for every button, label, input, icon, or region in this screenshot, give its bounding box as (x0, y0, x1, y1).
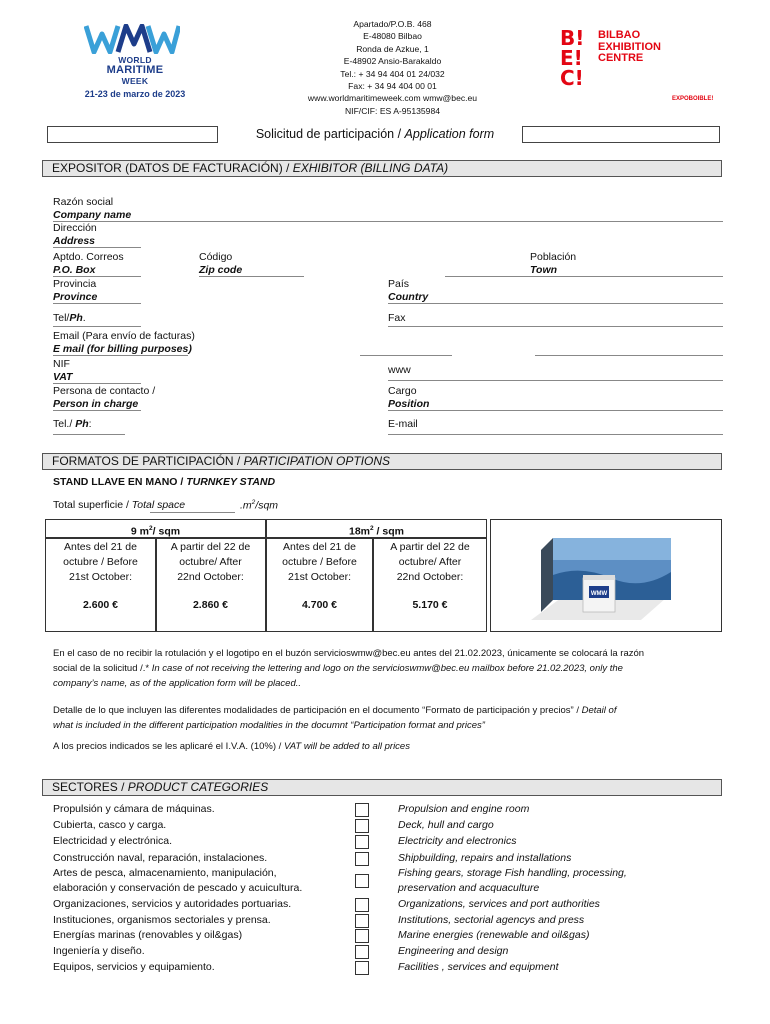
before-deadline-18: Antes del 21 de octubre / Before 21st October: (282, 541, 357, 583)
billing-email-input[interactable] (53, 355, 188, 356)
reference-box-right[interactable] (522, 126, 720, 143)
total-space-label: Total superficie / Total space (53, 499, 186, 511)
sector-item: elaboración y conservación de pescado y acuicultura. (53, 882, 303, 894)
sector-item: Equipos, servicios y equipamiento. (53, 961, 215, 973)
price-9-after: 2.860 € (192, 599, 229, 611)
country-label-en: Country (388, 291, 429, 303)
reference-box-left[interactable] (47, 126, 218, 143)
price-table (45, 519, 487, 632)
sector-checkbox[interactable] (355, 874, 369, 888)
position-input[interactable] (388, 410, 723, 411)
sector-checkbox[interactable] (355, 803, 369, 817)
sector-item: Electricidad y electrónica. (53, 835, 173, 847)
wmw-letters-logo (84, 24, 180, 54)
participation-section-header: FORMATOS DE PARTICIPACIÓN / PARTICIPATION OPTIONS (42, 453, 722, 470)
sector-item-en: Organizations, services and port authorities (398, 898, 600, 910)
sector-item-en: Shipbuilding, repairs and installations (398, 852, 572, 864)
position-label: Cargo (388, 385, 417, 397)
expobible-logo: EXPOBOIBLE! (672, 96, 714, 102)
sector-item: Ingeniería y diseño. (53, 945, 145, 957)
tel-label: Tel/Ph. (53, 312, 86, 324)
sector-item: Cubierta, casco y carga. (53, 819, 167, 831)
sector-item-en: preservation and acquaculture (398, 882, 540, 894)
sector-item: Artes de pesca, almacenamiento, manipulación, (53, 867, 277, 879)
exhibitor-section-header: EXPOSITOR (DATOS DE FACTURACIÓN) / EXHIBITOR (BILLING DATA) (42, 160, 722, 177)
nif-label: NIF (53, 358, 70, 370)
stand-image-frame (490, 519, 722, 632)
organizer-address (270, 18, 515, 117)
contact-email-input[interactable] (388, 434, 723, 435)
pobox-label-en: P.O. Box (53, 264, 96, 276)
after-deadline-18: A partir del 22 de octubre/ After 22nd October: (390, 541, 470, 583)
town-label-en: Town (530, 264, 558, 276)
contact-tel-input[interactable] (53, 434, 125, 435)
sector-item-en: Deck, hull and cargo (398, 819, 494, 831)
sector-item: Energías marinas (renovables y oil&gas) (53, 929, 243, 941)
bec-logo-text: BILBAO EXHIBITION CENTRE (598, 29, 661, 64)
zip-input[interactable] (199, 276, 304, 277)
sector-item-en: Marine energies (renewable and oil&gas) (398, 929, 590, 941)
company-label: Razón social (53, 196, 114, 208)
sector-item-en: Electricity and electronics (398, 835, 517, 847)
billing-email-input-3[interactable] (535, 355, 723, 356)
address-line: www.worldmaritimeweek.com wmw@bec.eu (307, 93, 478, 104)
form-title: Solicitud de participación / Application form (255, 127, 495, 141)
bec-logo-letters: B! E! C! (560, 26, 585, 90)
sector-item: Propulsión y cámara de máquinas. (53, 803, 215, 815)
before-deadline-9: Antes del 21 de octubre / Before 21st October: (63, 541, 138, 583)
total-space-input[interactable] (150, 512, 235, 513)
sector-item: Instituciones, organismos sectoriales y prensa. (53, 914, 271, 926)
town-label: Población (530, 251, 577, 263)
sector-checkbox[interactable] (355, 898, 369, 912)
town-input[interactable] (445, 276, 723, 277)
zip-label: Código (199, 251, 233, 263)
address-line: Apartado/P.O.B. 468 (353, 19, 432, 29)
modalities-note: Detalle de lo que incluyen las diferentes modalidades de participación en el documento “Formato de participación y precios” / Detail of what is included in the different participation modalities in the documnt “Participation format and prices” (53, 705, 617, 731)
size-18-header: $18m^2$ / sqm (349, 525, 404, 538)
after-deadline-9: A partir del 22 de octubre/ After 22nd October: (170, 541, 251, 583)
address-line: NIF/CIF: ES A-95135984 (344, 105, 441, 116)
address-line: E-48902 Ansio-Barakaldo (343, 56, 442, 67)
wmw-logo (80, 24, 190, 104)
www-label: www (388, 364, 411, 376)
sector-checkbox[interactable] (355, 835, 369, 849)
province-input[interactable] (53, 303, 141, 304)
sector-item-en: Facilities , services and equipment (398, 961, 559, 973)
province-label: Provincia (53, 278, 97, 290)
billing-email-input-2[interactable] (360, 355, 452, 356)
sector-checkbox[interactable] (355, 819, 369, 833)
sector-checkbox[interactable] (355, 929, 369, 943)
lettering-note: En el caso de no recibir la rotulación y el logotipo en el buzón servicioswmw@bec.eu antes del 21.02.2023, únicamente se colocará la razón social de la solicitud /.* In case of not receiving the lettering and logo on the servicioswmw@bec.eu mailbox before 21.02.2023, only the company’s name, as of the application form will be placed.. (53, 648, 645, 689)
sector-item-en: Engineering and design (398, 945, 509, 957)
sector-checkbox[interactable] (355, 852, 369, 866)
pobox-label: Aptdo. Correos (53, 251, 124, 263)
zip-label-en: Zip code (199, 264, 243, 276)
turnkey-heading: STAND LLAVE EN MANO / TURNKEY STAND (53, 476, 276, 488)
position-label-en: Position (388, 398, 430, 410)
contact-input[interactable] (53, 410, 141, 411)
sector-checkbox[interactable] (355, 945, 369, 959)
sector-item-en: Propulsion and engine room (398, 803, 530, 815)
size-9-header: 9 $m^2/$ sqm (130, 525, 181, 538)
address-input[interactable] (53, 247, 141, 248)
wmw-logo-line2: MARITIME (106, 64, 164, 76)
sector-item: Construcción naval, reparación, instalaciones. (53, 852, 268, 864)
company-label-en: Company name (53, 209, 132, 221)
address-label-en: Address (53, 235, 96, 247)
vat-note: A los precios indicados se les aplicaré el I.V.A. (10%) / VAT will be added to all prices (53, 741, 410, 752)
turnkey-stand-image (491, 520, 721, 631)
address-line: Ronda de Azkue, 1 (356, 43, 429, 54)
sector-item: Organizaciones, servicios y autoridades portuarias. (53, 898, 292, 910)
address-line: Tel.: + 34 94 404 01 24/032 (340, 68, 445, 79)
address-line: E-48080 Bilbao (363, 31, 422, 42)
sector-item-en: Institutions, sectorial agencys and press (398, 914, 585, 926)
address-line: Fax: + 34 94 404 00 01 (348, 81, 437, 92)
price-9-before: 2.600 € (82, 599, 119, 611)
total-space-unit: $.m^2$/sqm (240, 499, 279, 512)
sector-checkbox[interactable] (355, 914, 369, 928)
tel-input[interactable] (53, 326, 141, 327)
sectors-section-header: SECTORES / PRODUCT CATEGORIES (42, 779, 722, 796)
wmw-logo-line3: WEEK (121, 76, 149, 86)
billing-email-label-en: E mail (for billing purposes) (53, 343, 192, 355)
billing-email-label: Email (Para envío de facturas) (53, 330, 195, 342)
contact-email-label: E-mail (388, 418, 418, 430)
price-18-after: 5.170 € (412, 599, 448, 611)
fax-label: Fax (388, 312, 406, 324)
contact-tel-label: Tel./ Ph: (53, 418, 92, 430)
pobox-input[interactable] (53, 276, 141, 277)
wmw-logo-dates: 21-23 de marzo de 2023 (84, 89, 186, 99)
wmw-logo-line1: WORLD (118, 55, 152, 65)
address-label: Dirección (53, 222, 97, 234)
province-label-en: Province (53, 291, 98, 303)
contact-label-en: Person in charge (53, 398, 139, 410)
nif-label-en: VAT (53, 371, 73, 383)
www-input[interactable] (388, 380, 723, 381)
nif-input[interactable] (53, 383, 141, 384)
country-label: País (388, 278, 410, 290)
bec-logo (560, 28, 690, 98)
stand-counter-logo: WMW (590, 591, 608, 597)
price-18-before: 4.700 € (301, 599, 338, 611)
company-input[interactable] (53, 221, 723, 222)
fax-input[interactable] (388, 326, 723, 327)
sector-checkbox[interactable] (355, 961, 369, 975)
contact-label: Persona de contacto / (53, 385, 156, 397)
sector-item-en: Fishing gears, storage Fish handling, processing, (398, 867, 627, 879)
country-input[interactable] (388, 303, 723, 304)
